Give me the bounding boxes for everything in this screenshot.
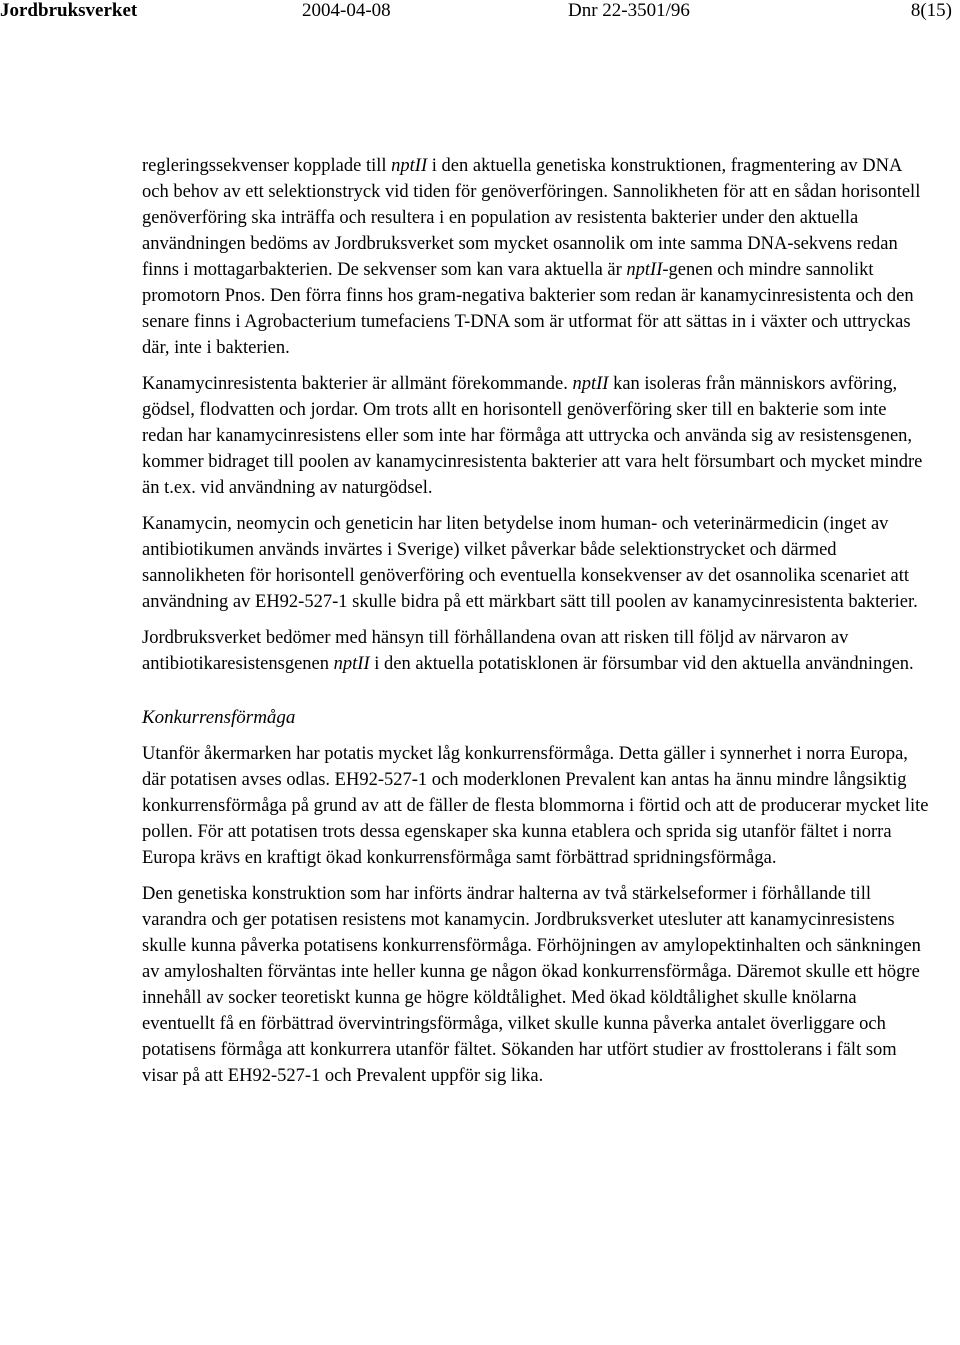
paragraph: [142, 153, 932, 361]
header-date: 2004-04-08: [302, 0, 391, 21]
text-run: regleringssekvenser kopplade till: [142, 156, 392, 176]
paragraph: [142, 625, 932, 677]
page-header: [0, 0, 960, 28]
paragraph: [142, 371, 932, 501]
gene-name: nptII: [572, 374, 609, 394]
header-organization: Jordbruksverket: [0, 0, 138, 21]
document-body: [142, 153, 932, 1089]
paragraph: [142, 511, 932, 615]
section-heading: Konkurrensförmåga: [142, 707, 296, 728]
text-run: Den genetiska konstruktion som har införts ändrar halterna av två stärkelseformer i förhållande till varandra och ger potatisen resistens mot kanamycin. Jordbruksverket utesluter att kanamycinresistens skulle kunna påverka potatisens konkurrensförmåga. Förhöjningen av amylopektinhalten och sänkningen av amyloshalten förväntas inte heller kunna ge någon ökad konkurrensförmåga. Däremot skulle ett högre innehåll av socker teoretiskt kunna ge högre köldtålighet. Med ökad köldtålighet skulle knölarna eventuellt få en förbättrad övervintringsförmåga, vilket skulle kunna påverka antalet överliggare och potatisens förmåga att konkurrera utanför fältet. Sökanden har utfört studier av frosttolerans i fält som visar på att EH92-527-1 och Prevalent uppför sig lika.: [142, 884, 921, 1086]
paragraph: [142, 741, 932, 871]
gene-name: nptII: [626, 260, 663, 280]
text-run: Jordbruksverket bedömer med hänsyn till förhållandena ovan att risken till följd av närvaron av antibiotikaresistensgenen: [142, 628, 849, 674]
text-run: Kanamycin, neomycin och geneticin har liten betydelse inom human- och veterinärmedicin (inget av antibiotikumen används invärtes i Sverige) vilket påverkar både selektionstrycket och därmed sannolikheten för horisontell genöverföring och eventuella konsekvenser av det osannolika scenariet att användning av EH92-527-1 skulle bidra på ett märkbart sätt till poolen av kanamycinresistenta bakterier.: [142, 514, 918, 612]
text-run: i den aktuella genetiska konstruktionen, fragmentering av DNA och behov av ett selektionstryck vid tiden för genöverföringen. Sannolikheten för att en sådan horisontell genöverföring ska inträffa och resultera i en population av resistenta bakterier under den aktuella användningen bedöms av Jordbruksverket som mycket osannolik om inte samma DNA-sekvens redan finns i mottagarbakterien. De sekvenser som kan vara aktuella är: [142, 156, 921, 280]
text-run: kan isoleras från människors avföring, gödsel, flodvatten och jordar. Om trots allt en horisontell genöverföring sker till en bakterie som inte redan har kanamycinresistens eller som inte har förmåga att uttrycka och använda sig av resistensgenen, kommer bidraget till poolen av kanamycinresistenta bakterier att vara helt försumbart och mycket mindre än t.ex. vid användning av naturgödsel.: [142, 374, 923, 498]
gene-name: nptII: [391, 156, 428, 176]
header-dnr: Dnr 22-3501/96: [568, 0, 690, 21]
gene-name: nptII: [333, 654, 370, 674]
text-run: Kanamycinresistenta bakterier är allmänt förekommande.: [142, 374, 573, 394]
paragraph: [142, 881, 932, 1089]
text-run: i den aktuella potatisklonen är försumbar vid den aktuella användningen.: [369, 654, 914, 674]
text-run: Utanför åkermarken har potatis mycket låg konkurrensförmåga. Detta gäller i synnerhet i norra Europa, där potatisen avses odlas. EH92-527-1 och moderklonen Prevalent kan antas ha ännu mindre långsiktig konkurrensförmåga på grund av att de fäller de flesta blommorna i förtid och att de producerar mycket lite pollen. För att potatisen trots dessa egenskaper ska kunna etablera och sprida sig utanför fältet i norra Europa krävs en kraftigt ökad konkurrensförmåga samt förbättrad spridningsförmåga.: [142, 744, 929, 868]
header-page-number: 8(15): [910, 0, 952, 21]
text-run: -genen och mindre sannolikt promotorn Pnos. Den förra finns hos gram-negativa bakterier som redan är kanamycinresistenta och den senare finns i Agrobacterium tumefaciens T-DNA som är utformat för att sättas in i växter och uttryckas där, inte i bakterien.: [142, 260, 914, 358]
